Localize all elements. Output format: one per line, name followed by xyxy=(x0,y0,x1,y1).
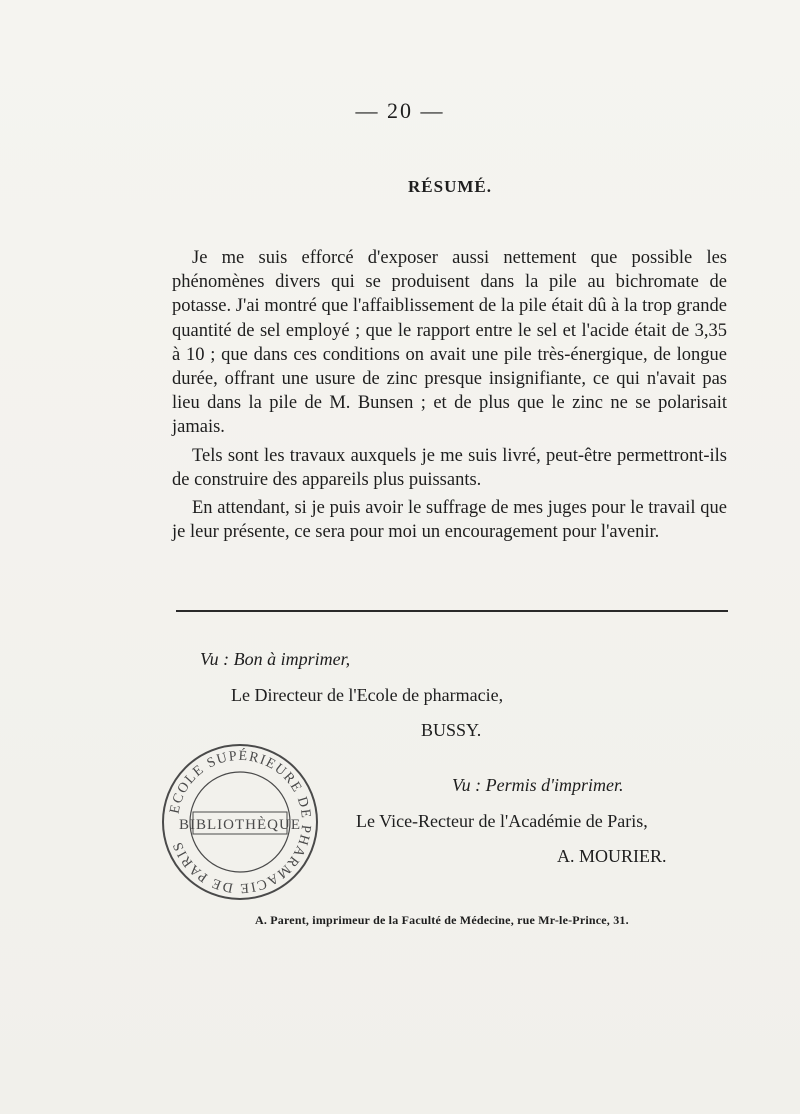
vu-permis-d-imprimer: Vu : Permis d'imprimer. xyxy=(452,775,624,795)
vice-recteur-line: Le Vice-Recteur de l'Académie de Paris, xyxy=(356,811,648,831)
paragraph: Je me suis efforcé d'exposer aussi nettement que possible les phénomènes divers qui se produisent dans la pile au bichromate de potasse. J'ai montré que l'affaiblissement de la pile était dû à la trop grande quantité de sel employé ; que le rapport entre le sel et l'acide était de 3,35 à 10 ; que dans ces conditions on avait une pile très-énergique, de longue durée, offrant une usure de zinc presque insignifiante, ce qui n'avait pas lieu dans la pile de M. Bunsen ; et de plus que le zinc ne se polarisait jamais. xyxy=(172,248,727,438)
vu-bon-a-imprimer: Vu : Bon à imprimer, xyxy=(200,649,351,669)
signature-mourier: A. MOURIER. xyxy=(557,846,667,866)
resume-body xyxy=(172,246,727,548)
stamp-inner-text: BIBLIOTHÈQUE xyxy=(179,817,301,833)
directeur-line: Le Directeur de l'Ecole de pharmacie, xyxy=(231,685,504,705)
printer-imprint: A. Parent, imprimeur de la Faculté de Médecine, rue Mr-le-Prince, 31. xyxy=(255,913,629,927)
horizontal-divider xyxy=(176,610,728,612)
signature-bussy: BUSSY. xyxy=(421,720,482,740)
paragraph: Tels sont les travaux auxquels je me suis livré, peut-être permettront-ils de construire des appareils plus puissants. xyxy=(172,445,727,490)
section-heading: RÉSUMÉ. xyxy=(408,177,492,196)
stamp-outer-text: ECOLE SUPÉRIEURE DE PHARMACIE DE PARIS xyxy=(167,748,314,896)
page-number: — 20 — xyxy=(355,98,445,123)
paragraph: En attendant, si je puis avoir le suffrage de mes juges pour le travail que je leur présente, ce sera pour moi un encouragement pour l'avenir. xyxy=(172,498,727,543)
library-stamp-icon xyxy=(160,742,320,902)
